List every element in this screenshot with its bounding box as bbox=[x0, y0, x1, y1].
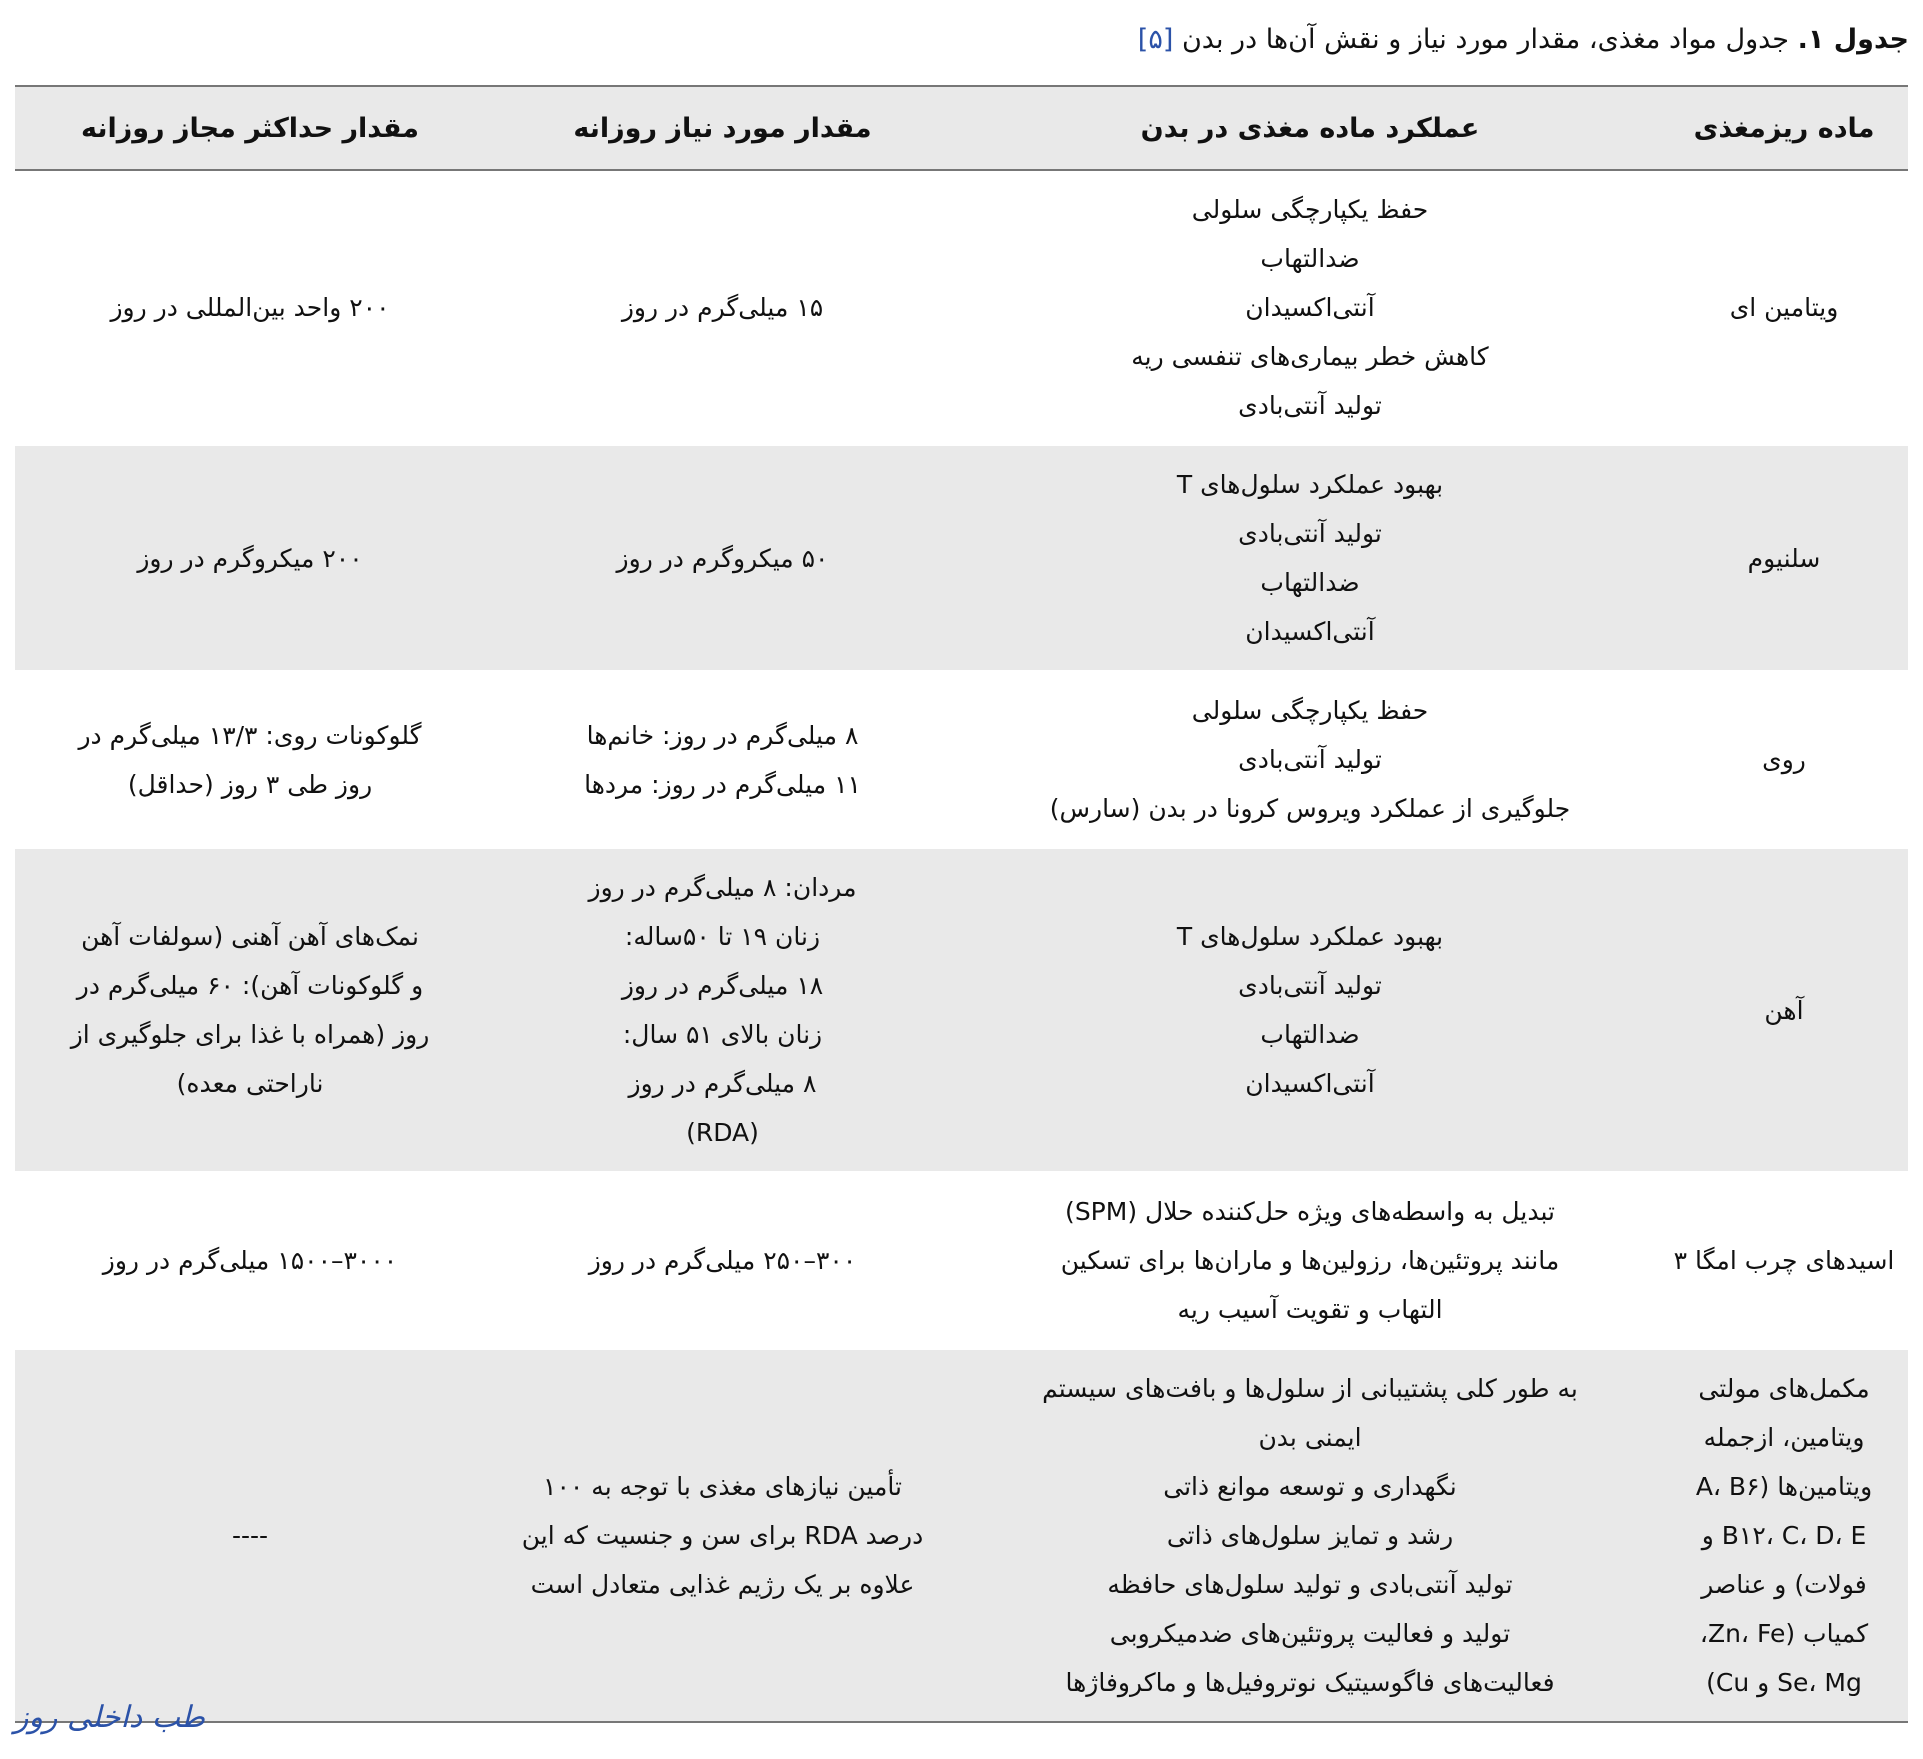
cell-function bbox=[960, 1349, 1660, 1722]
table-row bbox=[15, 848, 1908, 1172]
cell-line: مکمل‌های مولتی bbox=[1698, 1374, 1870, 1403]
cell-line: ۱۵ میلی‌گرم در روز bbox=[621, 293, 824, 322]
cell-line: به طور کلی پشتیبانی از سلول‌ها و بافت‌های سیستم bbox=[1042, 1374, 1578, 1403]
cell-line: مانند پروتئین‌ها، رزولین‌ها و ماران‌ها برای تسکین bbox=[1060, 1246, 1560, 1275]
cell-max-daily bbox=[15, 170, 485, 445]
cell-line: تأمین نیازهای مغذی با توجه به ۱۰۰ bbox=[543, 1472, 902, 1501]
cell-line: ۱۱ میلی‌گرم در روز: مردها bbox=[584, 769, 861, 799]
cell-function bbox=[960, 848, 1660, 1172]
cell-line: ۳۰۰–۲۵۰ میلی‌گرم در روز bbox=[588, 1246, 857, 1275]
caption-label: جدول ۱. bbox=[1797, 24, 1909, 55]
nutrient-table-container bbox=[15, 85, 1908, 1723]
table-row bbox=[15, 1172, 1908, 1349]
cell-line: روی bbox=[1762, 745, 1806, 774]
cell-line: ۳۰۰۰–۱۵۰۰ میلی‌گرم در روز bbox=[102, 1246, 398, 1275]
cell-line: حفظ یکپارچگی سلولی bbox=[1191, 696, 1429, 725]
cell-line: ---- bbox=[231, 1521, 269, 1550]
cell-line: ضدالتهاب bbox=[1260, 244, 1360, 273]
cell-line: سلنیوم bbox=[1747, 543, 1821, 573]
cell-line: اسیدهای چرب امگا ۳ bbox=[1673, 1246, 1895, 1275]
table-header-row bbox=[15, 86, 1908, 170]
cell-nutrient bbox=[1660, 671, 1908, 848]
cell-line: بهبود عملکرد سلول‌های T bbox=[1176, 470, 1444, 499]
cell-max-daily bbox=[15, 671, 485, 848]
cell-line: (RDA) bbox=[686, 1118, 759, 1147]
header-nutrient: ماده ریزمغذی bbox=[1693, 112, 1875, 144]
cell-max-daily bbox=[15, 1172, 485, 1349]
table-row bbox=[15, 671, 1908, 848]
header-function: عملکرد ماده مغذی در بدن bbox=[1140, 112, 1480, 144]
cell-daily-need bbox=[485, 1172, 960, 1349]
cell-line: تولید آنتی‌بادی bbox=[1238, 971, 1382, 1000]
cell-line: تولید و فعالیت پروتئین‌های ضدمیکروبی bbox=[1109, 1619, 1511, 1648]
cell-line: ۲۰۰ واحد بین‌المللی در روز bbox=[110, 293, 390, 322]
cell-nutrient bbox=[1660, 848, 1908, 1172]
cell-daily-need bbox=[485, 445, 960, 671]
cell-line: نگهداری و توسعه موانع ذاتی bbox=[1163, 1472, 1457, 1501]
cell-daily-need bbox=[485, 170, 960, 445]
cell-nutrient bbox=[1660, 1349, 1908, 1722]
cell-max-daily bbox=[15, 1349, 485, 1722]
caption-text: جدول مواد مغذی، مقدار مورد نیاز و نقش آن‌ها در بدن bbox=[1173, 24, 1798, 55]
cell-line: ویتامین ای bbox=[1729, 293, 1839, 322]
cell-line: التهاب و تقویت آسیب ریه bbox=[1177, 1295, 1443, 1324]
table-caption bbox=[14, 18, 1909, 62]
cell-line: ویتامین، ازجمله bbox=[1703, 1423, 1865, 1452]
cell-line: نمک‌های آهن آهنی (سولفات آهن bbox=[81, 922, 419, 951]
cell-line: فعالیت‌های فاگوسیتیک نوتروفیل‌ها و ماکروفاژها bbox=[1065, 1668, 1555, 1697]
cell-line: علاوه بر یک رژیم غذایی متعادل است bbox=[530, 1570, 915, 1599]
cell-line: ۵۰ میکروگرم در روز bbox=[616, 543, 829, 573]
cell-line: ناراحتی معده) bbox=[176, 1069, 324, 1098]
cell-line: کمیاب (Zn، Fe، bbox=[1699, 1619, 1869, 1648]
cell-line: آنتی‌اکسیدان bbox=[1245, 1069, 1375, 1098]
cell-line: گلوکونات روی: ۱۳/۳ میلی‌گرم در bbox=[78, 720, 422, 750]
cell-line: تولید آنتی‌بادی bbox=[1238, 745, 1382, 774]
cell-max-daily bbox=[15, 848, 485, 1172]
table-row bbox=[15, 445, 1908, 671]
cell-line: تولید آنتی‌بادی bbox=[1238, 391, 1382, 420]
cell-line: مردان: ۸ میلی‌گرم در روز bbox=[588, 873, 857, 902]
cell-line: تولید آنتی‌بادی bbox=[1238, 519, 1382, 548]
cell-function bbox=[960, 671, 1660, 848]
cell-line: ۱۸ میلی‌گرم در روز bbox=[621, 971, 824, 1000]
caption-reference: [۵] bbox=[1137, 24, 1174, 55]
cell-function bbox=[960, 1172, 1660, 1349]
cell-line: و گلوکونات آهن): ۶۰ میلی‌گرم در bbox=[76, 971, 424, 1000]
cell-function bbox=[960, 170, 1660, 445]
cell-daily-need bbox=[485, 1349, 960, 1722]
cell-line: ۲۰۰ میکروگرم در روز bbox=[137, 543, 363, 573]
table-row bbox=[15, 1349, 1908, 1722]
cell-daily-need bbox=[485, 671, 960, 848]
cell-line: ویتامین‌ها (A، B۶ bbox=[1695, 1472, 1873, 1501]
cell-line: زنان ۱۹ تا ۵۰ساله: bbox=[624, 922, 821, 951]
cell-line: حفظ یکپارچگی سلولی bbox=[1191, 195, 1429, 224]
watermark-logo: طب داخلی روز bbox=[14, 1700, 206, 1735]
cell-line: B۱۲، C، D، E و bbox=[1701, 1521, 1867, 1550]
nutrient-table bbox=[15, 85, 1908, 1723]
cell-line: Se، Mg و Cu) bbox=[1706, 1668, 1862, 1697]
cell-line: کاهش خطر بیماری‌های تنفسی ریه bbox=[1131, 342, 1489, 371]
cell-line: آنتی‌اکسیدان bbox=[1245, 617, 1375, 646]
cell-line: تبدیل به واسطه‌های ویژه حل‌کننده حلال (SPM) bbox=[1065, 1197, 1555, 1226]
cell-nutrient bbox=[1660, 170, 1908, 445]
cell-max-daily bbox=[15, 445, 485, 671]
cell-line: زنان بالای ۵۱ سال: bbox=[622, 1020, 823, 1049]
table-body bbox=[15, 170, 1908, 1722]
cell-line: آهن bbox=[1764, 995, 1804, 1025]
cell-line: روز طی ۳ روز (حداقل) bbox=[127, 769, 373, 799]
cell-line: بهبود عملکرد سلول‌های T bbox=[1176, 922, 1444, 951]
header-daily-need: مقدار مورد نیاز روزانه bbox=[573, 112, 872, 144]
cell-line: ضدالتهاب bbox=[1260, 568, 1360, 597]
table-row bbox=[15, 170, 1908, 445]
cell-line: آنتی‌اکسیدان bbox=[1245, 293, 1375, 322]
header-max-daily: مقدار حداکثر مجاز روزانه bbox=[80, 112, 420, 144]
cell-line: فولات) و عناصر bbox=[1701, 1570, 1867, 1599]
cell-line: تولید آنتی‌بادی و تولید سلول‌های حافظه bbox=[1107, 1570, 1513, 1599]
cell-line: ۸ میلی‌گرم در روز bbox=[628, 1069, 817, 1098]
cell-line: رشد و تمایز سلول‌های ذاتی bbox=[1166, 1521, 1454, 1550]
cell-line: ایمنی بدن bbox=[1258, 1423, 1362, 1452]
cell-line: روز (همراه با غذا برای جلوگیری از bbox=[70, 1020, 430, 1049]
cell-nutrient bbox=[1660, 445, 1908, 671]
cell-nutrient bbox=[1660, 1172, 1908, 1349]
cell-line: ۸ میلی‌گرم در روز: خانم‌ها bbox=[586, 720, 859, 750]
cell-daily-need bbox=[485, 848, 960, 1172]
cell-function bbox=[960, 445, 1660, 671]
cell-line: ضدالتهاب bbox=[1260, 1020, 1360, 1049]
cell-line: درصد RDA برای سن و جنسیت که این bbox=[521, 1521, 924, 1550]
cell-line: جلوگیری از عملکرد ویروس کرونا در بدن (سارس) bbox=[1049, 794, 1571, 823]
